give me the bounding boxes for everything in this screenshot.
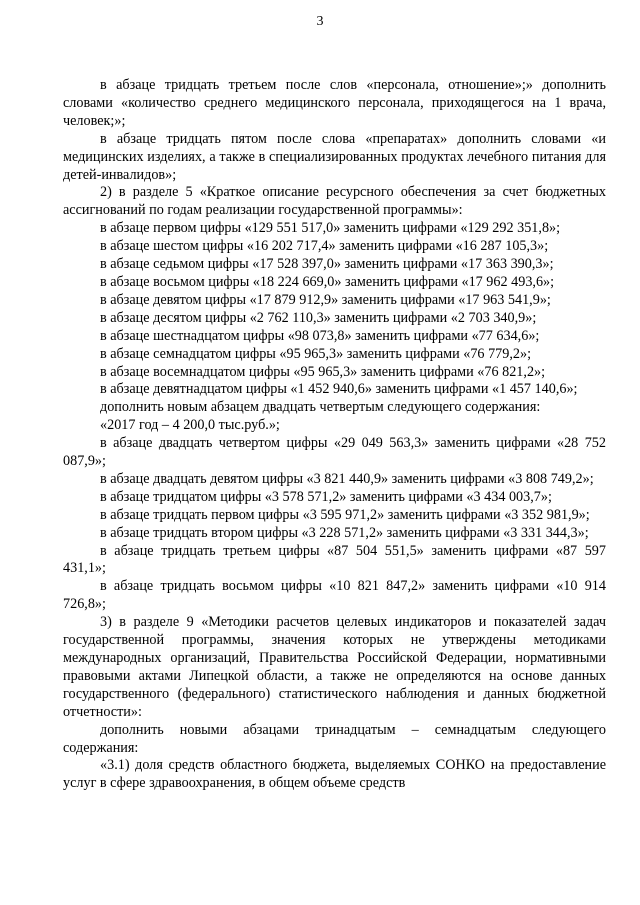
paragraph-7: в абзаце восьмом цифры «18 224 669,0» заменить цифрами «17 962 493,6»; (100, 273, 555, 290)
paragraph-14: дополнить новым абзацем двадцать четвертым следующего содержания: (100, 399, 541, 416)
paragraph-15: «2017 год – 4 200,0 тыс.руб.»; (100, 417, 280, 434)
paragraph-18: в абзаце тридцатом цифры «3 578 571,2» заменить цифрами «3 434 003,7»; (100, 488, 552, 505)
paragraph-11: в абзаце семнадцатом цифры «95 965,3» заменить цифрами «76 779,2»; (100, 345, 532, 362)
paragraph-6: в абзаце седьмом цифры «17 528 397,0» заменить цифрами «17 363 390,3»; (100, 256, 554, 273)
paragraph-23: 3) в разделе 9 «Методики расчетов целевых индикаторов и показателей задач государственной программы, значения которых не утверждены методиками международных организаций, Правительства Российской Федерации, нормативными правовыми актами Липецкой области, а также не определяются на основе данных государственного (федерального) статистического наблюдения и данных бюджетной отчетности»: (63, 614, 606, 720)
paragraph-25: «3.1) доля средств областного бюджета, выделяемых СОНКО на предоставление услуг в сфере здравоохранения, в общем объеме средств (63, 757, 606, 792)
document-body (63, 77, 606, 793)
paragraph-13: в абзаце девятнадцатом цифры «1 452 940,6» заменить цифрами «1 457 140,6»; (100, 381, 578, 398)
paragraph-20: в абзаце тридцать втором цифры «3 228 571,2» заменить цифрами «3 331 344,3»; (100, 524, 589, 541)
paragraph-9: в абзаце десятом цифры «2 762 110,3» заменить цифрами «2 703 340,9»; (100, 309, 537, 326)
paragraph-1: в абзаце тридцать третьем после слов «персонала, отношение»;» дополнить словами «количество среднего медицинского персонала, приходящегося на 1 врача, человек;»; (63, 77, 606, 129)
page-number: 3 (316, 14, 324, 29)
paragraph-4: в абзаце первом цифры «129 551 517,0» заменить цифрами «129 292 351,8»; (100, 220, 561, 237)
paragraph-8: в абзаце девятом цифры «17 879 912,9» заменить цифрами «17 963 541,9»; (100, 291, 551, 308)
paragraph-22: в абзаце тридцать восьмом цифры «10 821 847,2» заменить цифрами «10 914 726,8»; (63, 578, 606, 613)
paragraph-5: в абзаце шестом цифры «16 202 717,4» заменить цифрами «16 287 105,3»; (100, 238, 549, 255)
paragraph-19: в абзаце тридцать первом цифры «3 595 971,2» заменить цифрами «3 352 981,9»; (100, 506, 590, 523)
paragraph-16: в абзаце двадцать четвертом цифры «29 049 563,3» заменить цифрами «28 752 087,9»; (63, 435, 606, 470)
paragraph-24: дополнить новыми абзацами тринадцатым – семнадцатым следующего содержания: (63, 721, 606, 756)
paragraph-21: в абзаце тридцать третьем цифры «87 504 551,5» заменить цифрами «87 597 431,1»; (63, 542, 606, 577)
paragraph-3: 2) в разделе 5 «Краткое описание ресурсного обеспечения за счет бюджетных ассигнований по годам реализации государственной программы»: (63, 184, 606, 219)
paragraph-2: в абзаце тридцать пятом после слова «препаратах» дополнить словами «и медицинских изделиях, а также в специализированных продуктах лечебного питания для детей-инвалидов»; (63, 130, 606, 183)
paragraph-17: в абзаце двадцать девятом цифры «3 821 440,9» заменить цифрами «3 808 749,2»; (100, 470, 594, 487)
paragraph-10: в абзаце шестнадцатом цифры «98 073,8» заменить цифрами «77 634,6»; (100, 327, 540, 344)
paragraph-12: в абзаце восемнадцатом цифры «95 965,3» заменить цифрами «76 821,2»; (100, 363, 546, 380)
